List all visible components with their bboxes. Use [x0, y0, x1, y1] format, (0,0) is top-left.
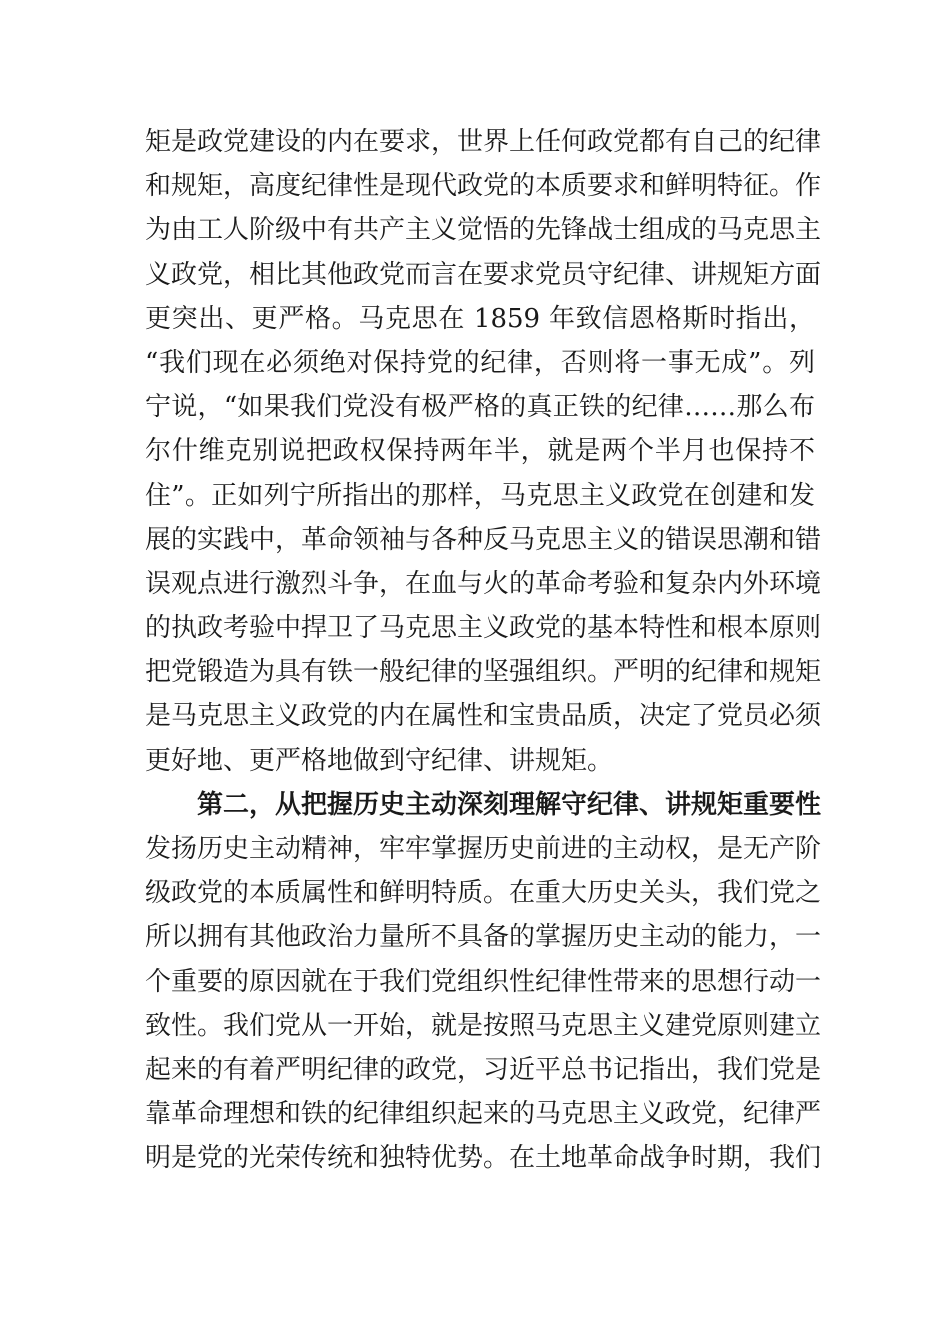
- paragraph-1-line-15: 更好地、更严格地做到守纪律、讲规矩。: [145, 745, 614, 776]
- paragraph-1-line-4: 义政党，相比其他政党而言在要求党员守纪律、讲规矩方面: [145, 259, 822, 290]
- paragraph-1-line-1: 矩是政党建设的内在要求，世界上任何政党都有自己的纪律: [145, 127, 822, 157]
- body-text: [145, 120, 822, 1181]
- paragraph-1-line-5: 更突出、更严格。马克思在 1859 年致信恩格斯时指出，: [145, 303, 815, 334]
- paragraph-1-line-6: “我们现在必须绝对保持党的纪律，否则将一事无成”。列: [145, 347, 815, 378]
- paragraph-2-line-3: 所以拥有其他政治力量所不具备的掌握历史主动的能力，一: [145, 922, 822, 953]
- paragraph-1-line-8: 尔什维克别说把政权保持两年半，就是两个半月也保持不: [145, 436, 815, 467]
- paragraph-1-line-2: 和规矩，高度纪律性是现代政党的本质要求和鲜明特征。作: [145, 171, 822, 202]
- paragraph-2-line-4: 个重要的原因就在于我们党组织性纪律性带来的思想行动一: [145, 966, 822, 997]
- paragraph-1-line-3: 为由工人阶级中有共产主义觉悟的先锋战士组成的马克思主: [145, 215, 822, 246]
- paragraph-2-line-8: 明是党的光荣传统和独特优势。在土地革命战争时期，我们: [145, 1143, 822, 1174]
- paragraph-2-line-1: 发扬历史主动精神，牢牢掌握历史前进的主动权，是无产阶: [145, 834, 822, 864]
- paragraph-2-line-5: 致性。我们党从一开始，就是按照马克思主义建党原则建立: [145, 1010, 822, 1041]
- paragraph-2-line-6: 起来的有着严明纪律的政党，习近平总书记指出，我们党是: [145, 1054, 822, 1085]
- paragraph-1-line-7: 宁说，“如果我们党没有极严格的真正铁的纪律……那么布: [145, 392, 815, 423]
- paragraph-1-line-14: 是马克思主义政党的内在属性和宝贵品质，决定了党员必须: [145, 701, 822, 732]
- paragraph-1-line-11: 误观点进行激烈斗争，在血与火的革命考验和复杂内外环境: [145, 568, 822, 599]
- paragraph-2-line-2: 级政党的本质属性和鲜明特质。在重大历史关头，我们党之: [145, 878, 822, 909]
- paragraph-1-line-9: 住”。正如列宁所指出的那样，马克思主义政党在创建和发: [145, 480, 815, 511]
- paragraph-1-line-10: 展的实践中，革命领袖与各种反马克思主义的错误思潮和错: [145, 524, 822, 555]
- paragraph-1-line-12: 的执政考验中捍卫了马克思主义政党的基本特性和根本原则: [145, 613, 822, 644]
- paragraph-2-heading: 第二，从把握历史主动深刻理解守纪律、讲规矩重要性: [197, 789, 822, 820]
- paragraph-2-line-7: 靠革命理想和铁的纪律组织起来的马克思主义政党，纪律严: [145, 1099, 822, 1130]
- paragraph-1-line-13: 把党锻造为具有铁一般纪律的坚强组织。严明的纪律和规矩: [145, 657, 822, 688]
